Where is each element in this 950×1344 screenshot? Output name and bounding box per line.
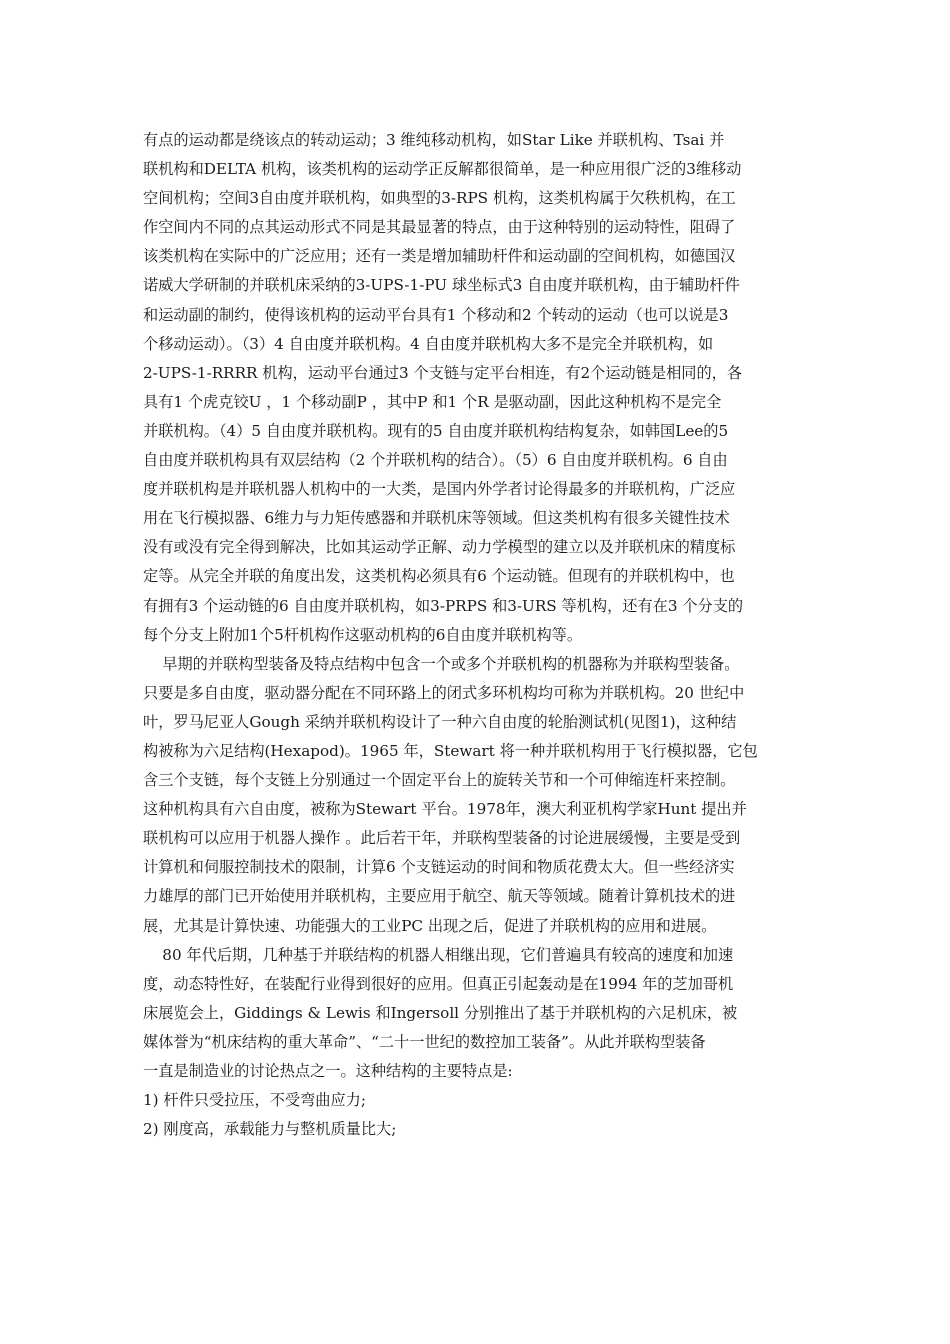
text-line: 媒体誉为“机床结构的重大革命”、“二十一世纪的数控加工装备”。从此并联构型装备	[143, 1032, 706, 1051]
text-line: 用在飞行模拟器、6维力与力矩传感器和并联机床等领域。但这类机构有很多关键性技术	[143, 509, 730, 528]
text-line: 床展览会上，Giddings & Lewis 和Ingersoll 分别推出了基于并联机构的六足机床，被	[143, 1003, 738, 1022]
text-line: 这种机构具有六自由度，被称为Stewart 平台。1978年，澳大利亚机构学家Hunt 提出并	[143, 800, 747, 819]
text-line: 展，尤其是计算快速、功能强大的工业PC 出现之后，促进了并联机构的应用和进展。	[143, 916, 717, 935]
text-line: 定等。从完全并联的角度出发，这类机构必须具有6 个运动链。但现有的并联机构中，也	[143, 567, 735, 586]
text-line: 力雄厚的部门已开始使用并联机构，主要应用于航空、航天等领域。随着计算机技术的进	[143, 887, 736, 906]
text-line: 只要是多自由度，驱动器分配在不同环路上的闭式多环机构均可称为并联机构。20 世纪中	[143, 683, 745, 702]
text-line: 联机构可以应用于机器人操作 。此后若干年，并联构型装备的讨论进展缓慢，主要是受到	[143, 829, 741, 848]
text-line: 度并联机构是并联机器人机构中的一大类，是国内外学者讨论得最多的并联机构，广泛应	[143, 480, 736, 499]
text-line: 有点的运动都是绕该点的转动运动；3 维纯移动机构，如Star Like 并联机构、Tsai 并	[143, 131, 725, 149]
text-line: 2-UPS-1-RRRR 机构，运动平台通过3 个支链与定平台相连，有2个运动链是相同的，各	[143, 363, 743, 382]
text-line: 没有或没有完全得到解决，比如其运动学正解、动力学模型的建立以及并联机床的精度标	[143, 538, 736, 557]
text-line: 每个分支上附加1个5杆机构作这驱动机构的6自由度并联机构等。	[143, 625, 583, 644]
text-line: 含三个支链，每个支链上分别通过一个固定平台上的旋转关节和一个可伸缩连杆来控制。	[143, 771, 736, 790]
text-line: 诺威大学研制的并联机床采纳的3-UPS-1-PU 球坐标式3 自由度并联机构，由于辅助杆件	[143, 276, 740, 295]
text-line: 自由度并联机构具有双层结构（2 个并联机构的结合）。（5）6 自由度并联机构。6 自由	[143, 451, 728, 470]
text-line: 80 年代后期，几种基于并联结构的机器人相继出现，它们普遍具有较高的速度和加速	[143, 945, 734, 964]
text-line: 空间机构；空间3自由度并联机构，如典型的3-RPS 机构，这类机构属于欠秩机构，在工	[143, 189, 736, 208]
text-line: 该类机构在实际中的广泛应用；还有一类是增加辅助杆件和运动副的空间机构，如德国汉	[143, 247, 736, 266]
text-line: 早期的并联构型装备及特点结构中包含一个或多个并联机构的机器称为并联构型装备。	[143, 654, 740, 673]
text-line: 和运动副的制约，使得该机构的运动平台具有1 个移动和2 个转动的运动（也可以说是3	[143, 305, 729, 324]
text-line: 联机构和DELTA 机构，该类机构的运动学正反解都很简单，是一种应用很广泛的3维移动	[143, 160, 742, 179]
text-line: 作空间内不同的点其运动形式不同是其最显著的特点，由于这种特别的运动特性，阻碍了	[143, 218, 736, 237]
list-item: 1) 杆件只受拉压，不受弯曲应力;	[143, 1091, 366, 1110]
text-line: 构被称为六足结构(Hexapod)。1965 年，Stewart 将一种并联机构用于飞行模拟器，它包	[143, 741, 758, 760]
text-line: 叶，罗马尼亚人Gough 采纳并联机构设计了一种六自由度的轮胎测试机(见图1)，这种结	[143, 712, 737, 731]
text-line: 计算机和伺服控制技术的限制，计算6 个支链运动的时间和物质花费太大。但一些经济实	[143, 858, 735, 877]
text-line: 度，动态特性好，在装配行业得到很好的应用。但真正引起轰动是在1994 年的芝加哥机	[143, 974, 734, 993]
text-line: 有拥有3 个运动链的6 自由度并联机构，如3-PRPS 和3-URS 等机构，还有在3 个分支的	[143, 596, 744, 615]
text-line: 一直是制造业的讨论热点之一。这种结构的主要特点是:	[143, 1062, 513, 1080]
text-line: 具有1 个虎克铰U ，1 个移动副P ，其中P 和1 个R 是驱动副，因此这种机构不是完全	[143, 392, 722, 411]
list-item: 2) 刚度高，承载能力与整机质量比大;	[143, 1120, 397, 1139]
body-text	[143, 126, 815, 1144]
text-line: 并联机构。（4）5 自由度并联机构。现有的5 自由度并联机构结构复杂，如韩国Lee的5	[143, 421, 729, 440]
text-line: 个移动运动）。（3）4 自由度并联机构。4 自由度并联机构大多不是完全并联机构，如	[143, 334, 714, 353]
